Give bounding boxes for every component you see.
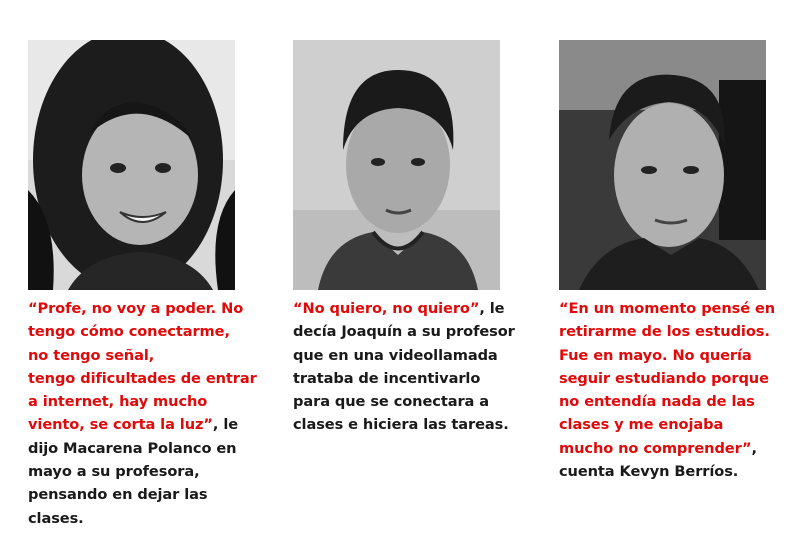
quote-text: no entendía nada de las	[559, 393, 755, 411]
caption-line	[293, 390, 515, 413]
quote-text: viento, se corta la luz”	[28, 416, 213, 434]
caption-line	[293, 367, 515, 390]
caption-line	[559, 320, 775, 343]
caption-line	[293, 413, 515, 436]
caption-line	[559, 344, 775, 367]
profile-card-kevyn	[559, 40, 775, 483]
caption-line	[559, 367, 775, 390]
attribution-text: clases e hiciera las tareas.	[293, 416, 509, 434]
quote-text: tengo cómo conectarme,	[28, 323, 230, 341]
caption-line	[559, 390, 775, 413]
caption-line	[293, 297, 515, 320]
caption-line	[28, 460, 257, 483]
caption-line	[28, 507, 257, 530]
quote-text: “No quiero, no quiero”	[293, 300, 480, 317]
attribution-text: ,	[751, 439, 757, 457]
attribution-text: que en una videollamada	[293, 346, 498, 364]
quote-text: clases y me enojaba	[559, 416, 724, 434]
attribution-text: cuenta Kevyn Berríos.	[559, 463, 739, 481]
quote-text: Fue en mayo. No quería	[559, 346, 752, 364]
quote-text: seguir estudiando porque	[559, 369, 769, 387]
caption-line	[28, 344, 257, 367]
caption-line	[28, 483, 257, 506]
caption-line	[28, 390, 257, 413]
attribution-text: , le	[479, 300, 505, 317]
caption-line	[28, 367, 257, 390]
quote-text: retirarme de los estudios.	[559, 323, 770, 341]
caption-line	[28, 297, 257, 320]
attribution-text: clases.	[28, 509, 84, 527]
attribution-text: para que se conectara a	[293, 393, 490, 411]
profile-card-macarena	[28, 40, 257, 530]
caption-line	[293, 344, 515, 367]
caption-line	[559, 413, 775, 436]
profile-caption	[559, 297, 775, 483]
caption-line	[559, 437, 775, 460]
portrait-photo	[293, 40, 500, 290]
quote-text: “Profe, no voy a poder. No	[28, 300, 244, 317]
quote-text: tengo dificultades de entrar	[28, 369, 257, 387]
portrait-photo	[28, 40, 235, 290]
caption-line	[28, 413, 257, 436]
quote-text: mucho no comprender”	[559, 439, 752, 457]
portrait-photo	[559, 40, 766, 290]
portrait-boy-icon	[293, 40, 500, 290]
portrait-girl-icon	[28, 40, 235, 290]
portrait-young-man-icon	[559, 40, 766, 290]
caption-line	[293, 320, 515, 343]
quote-text: no tengo señal,	[28, 346, 155, 364]
attribution-text: decía Joaquín a su profesor	[293, 323, 515, 341]
attribution-text: , le	[212, 416, 239, 434]
attribution-text: dijo Macarena Polanco en	[28, 439, 237, 457]
attribution-text: pensando en dejar las	[28, 486, 208, 504]
caption-line	[559, 297, 775, 320]
quote-text: a internet, hay mucho	[28, 393, 208, 411]
profile-card-joaquin	[293, 40, 515, 437]
caption-line	[559, 460, 775, 483]
attribution-text: mayo a su profesora,	[28, 463, 200, 481]
attribution-text: trataba de incentivarlo	[293, 369, 481, 387]
profile-caption	[28, 297, 257, 530]
quote-text: “En un momento pensé en	[559, 300, 776, 317]
caption-line	[28, 437, 257, 460]
caption-line	[28, 320, 257, 343]
profile-caption	[293, 297, 515, 437]
